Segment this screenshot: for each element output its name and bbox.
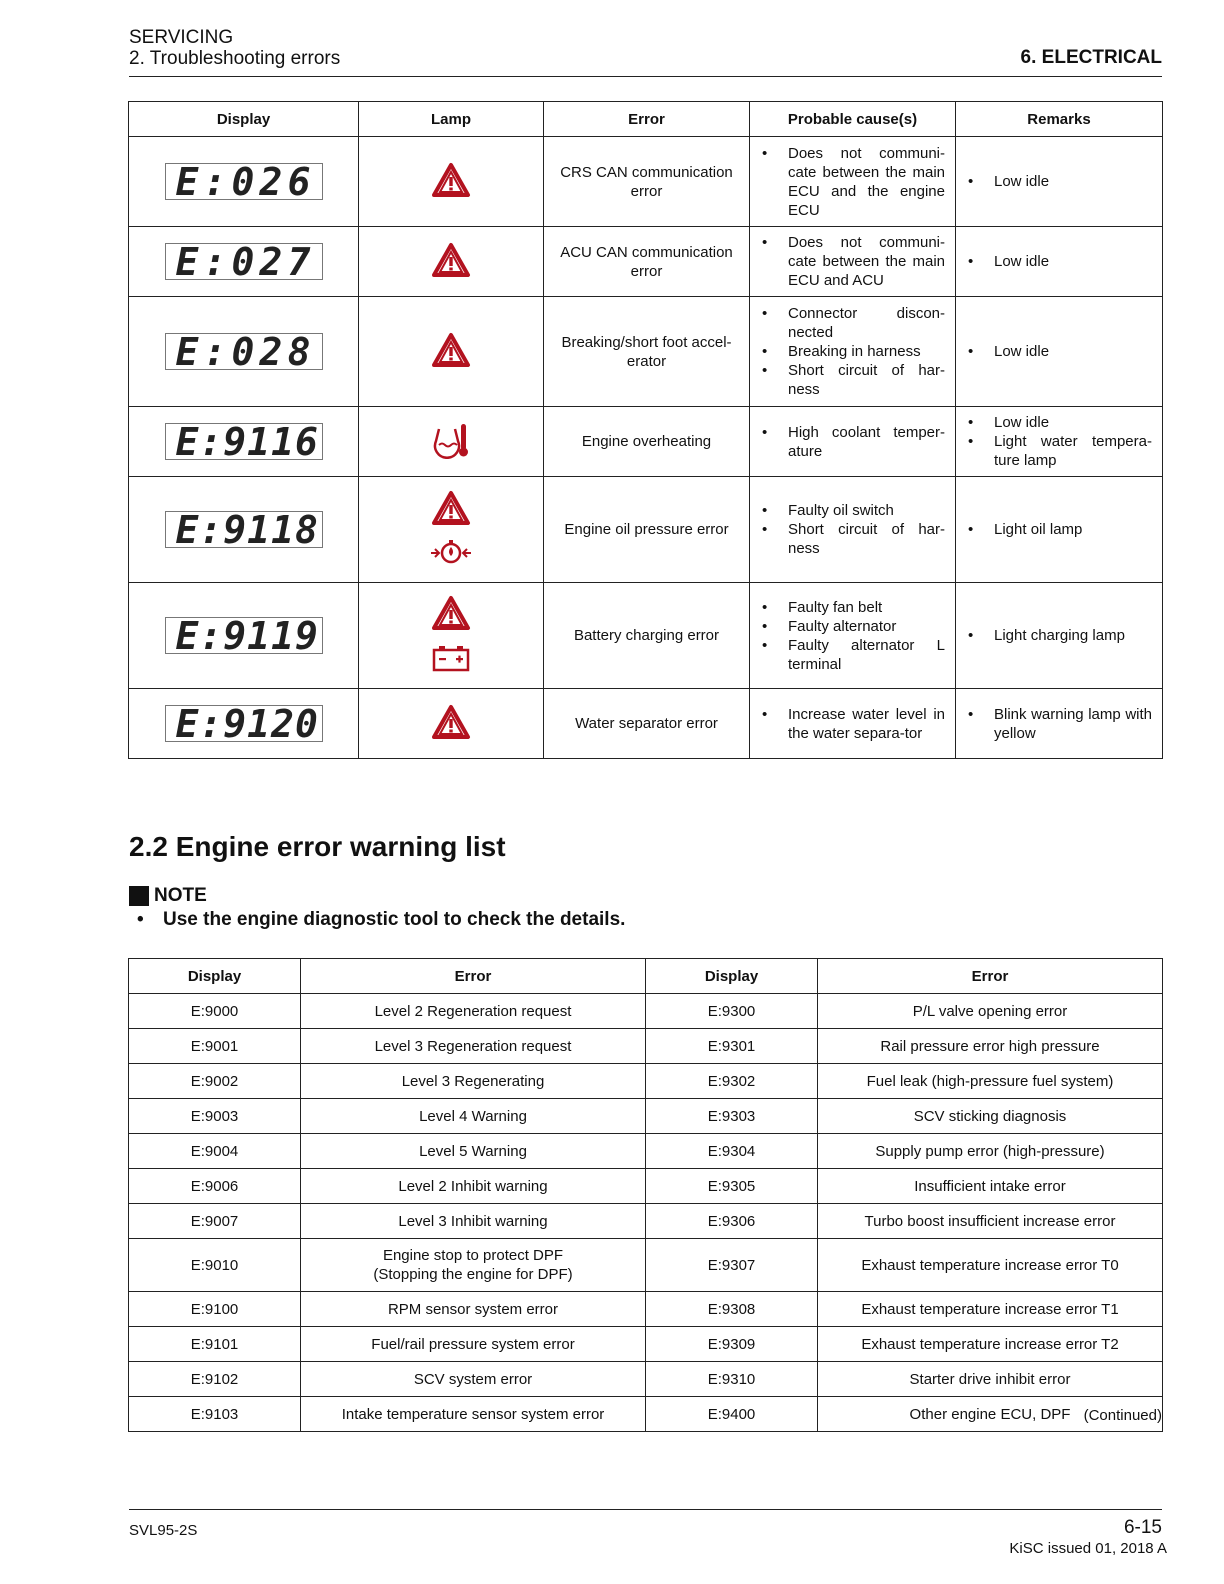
- display-code-cell: E:9302: [646, 1064, 818, 1099]
- lcd-character: 1: [247, 419, 272, 464]
- lcd-character: 1: [247, 701, 272, 746]
- note-item: [137, 909, 625, 931]
- display-code-cell: E:9307: [646, 1239, 818, 1292]
- lcd-character: 8: [287, 329, 312, 374]
- column-header-probable-causes: Probable cause(s): [750, 102, 956, 137]
- lcd-character: E: [175, 239, 200, 284]
- display-code-cell: E:9001: [129, 1029, 301, 1064]
- causes-cell: [750, 407, 956, 477]
- remark-item: • Low idle: [966, 252, 1152, 271]
- table-row: [129, 1204, 1163, 1239]
- lamp-cell: [359, 689, 544, 759]
- cause-item: • Faulty fan belt: [760, 598, 945, 617]
- lcd-character: 1: [271, 419, 295, 464]
- bullet-icon: •: [137, 909, 144, 930]
- note-label: [129, 885, 207, 907]
- lcd-error-display: [165, 701, 323, 746]
- remark-item: • Low idle: [966, 172, 1152, 191]
- table-row: [129, 994, 1163, 1029]
- header-subsection-title: 2. Troubleshooting errors: [129, 48, 341, 69]
- remarks-cell: [956, 227, 1163, 297]
- lcd-character: 1: [247, 613, 272, 658]
- lcd-character: 6: [287, 159, 312, 204]
- lcd-character: 2: [259, 329, 284, 374]
- header-section-title: SERVICING: [129, 27, 234, 48]
- error-description-cell: Exhaust temperature increase error T1: [818, 1292, 1163, 1327]
- cause-item: • Faulty oil switch: [760, 501, 945, 520]
- error-description-cell: Fuel/rail pressure system error: [301, 1327, 646, 1362]
- oil-pressure-lamp-icon: [429, 538, 473, 570]
- lcd-character: 2: [271, 701, 295, 746]
- error-cell: CRS CAN communication error: [544, 137, 750, 227]
- cause-item: • Faulty alternator L terminal: [760, 636, 945, 674]
- note-label-text: NOTE: [154, 885, 207, 906]
- remark-item: • Light charging lamp: [966, 626, 1152, 645]
- lcd-character: 2: [259, 239, 284, 284]
- warning-lamp-icon: [431, 162, 471, 202]
- cause-item: • Short circuit of har-ness: [760, 361, 945, 399]
- lamp-cell: [359, 297, 544, 407]
- display-code-cell: E:9309: [646, 1327, 818, 1362]
- display-code-cell: E:9303: [646, 1099, 818, 1134]
- header-chapter-title: 6. ELECTRICAL: [1020, 47, 1162, 68]
- troubleshooting-row: [129, 137, 1163, 227]
- table-row: [129, 1099, 1163, 1134]
- display-code-cell: E:9007: [129, 1204, 301, 1239]
- remarks-cell: [956, 137, 1163, 227]
- display-code-cell: E:9100: [129, 1292, 301, 1327]
- table-row: [129, 1064, 1163, 1099]
- troubleshooting-row: [129, 689, 1163, 759]
- footer-issue: KiSC issued 01, 2018 A: [1009, 1540, 1167, 1557]
- table-row: [129, 1327, 1163, 1362]
- column-header-remarks: Remarks: [956, 102, 1163, 137]
- water-temperature-lamp-icon: [431, 421, 471, 463]
- warning-lamp-icon: [431, 704, 471, 744]
- troubleshooting-header-row: [129, 102, 1163, 137]
- lcd-character: 9: [223, 507, 248, 552]
- error-description-cell: Supply pump error (high-pressure): [818, 1134, 1163, 1169]
- column-header-error: Error: [301, 959, 646, 994]
- error-description-cell: Exhaust temperature increase error T0: [818, 1239, 1163, 1292]
- lcd-character: 8: [294, 507, 319, 552]
- lcd-character: :: [203, 159, 228, 204]
- lcd-character: 1: [271, 613, 295, 658]
- warning-lamp-icon: [431, 490, 471, 530]
- lcd-character: 6: [294, 419, 319, 464]
- error-description-cell: Engine stop to protect DPF (Stopping the engine for DPF): [301, 1239, 646, 1292]
- lcd-character: :: [203, 239, 228, 284]
- lcd-character: 0: [231, 329, 256, 374]
- lamp-cell: [359, 407, 544, 477]
- display-code-cell: E:9300: [646, 994, 818, 1029]
- continued-label: (Continued): [1083, 1407, 1162, 1424]
- column-header-display: Display: [129, 102, 359, 137]
- lcd-character: :: [199, 613, 224, 658]
- lcd-character: 0: [231, 239, 256, 284]
- display-code-cell: E:9101: [129, 1327, 301, 1362]
- error-description-cell: Starter drive inhibit error: [818, 1362, 1163, 1397]
- error-description-cell: Exhaust temperature increase error T2: [818, 1327, 1163, 1362]
- remark-item: • Low idle: [966, 342, 1152, 361]
- lamp-cell: [359, 583, 544, 689]
- display-code-cell: E:9308: [646, 1292, 818, 1327]
- lcd-character: 7: [287, 239, 312, 284]
- error-cell: Water separator error: [544, 689, 750, 759]
- lcd-character: :: [203, 329, 228, 374]
- column-header-error: Error: [818, 959, 1163, 994]
- remark-item: • Light water tempera-ture lamp: [966, 432, 1152, 470]
- lcd-character: 9: [223, 613, 248, 658]
- warning-lamp-icon: [431, 242, 471, 282]
- error-description-cell: Insufficient intake error: [818, 1169, 1163, 1204]
- display-cell: [129, 689, 359, 759]
- lcd-character: E: [175, 419, 200, 464]
- column-header-display: Display: [129, 959, 301, 994]
- troubleshooting-row: [129, 583, 1163, 689]
- display-cell: [129, 297, 359, 407]
- error-cell: Battery charging error: [544, 583, 750, 689]
- error-description-cell: RPM sensor system error: [301, 1292, 646, 1327]
- lcd-character: 9: [223, 419, 248, 464]
- troubleshooting-row: [129, 227, 1163, 297]
- error-description-cell: Level 2 Regeneration request: [301, 994, 646, 1029]
- causes-cell: [750, 689, 956, 759]
- error-description-cell: SCV system error: [301, 1362, 646, 1397]
- display-code-cell: E:9004: [129, 1134, 301, 1169]
- display-code-cell: E:9301: [646, 1029, 818, 1064]
- display-code-cell: E:9304: [646, 1134, 818, 1169]
- remark-item: • Light oil lamp: [966, 520, 1152, 539]
- error-cell: Engine overheating: [544, 407, 750, 477]
- table-row: [129, 1169, 1163, 1204]
- lcd-character: 9: [294, 613, 319, 658]
- column-header-lamp: Lamp: [359, 102, 544, 137]
- lcd-character: E: [175, 507, 200, 552]
- error-cell: Engine oil pressure error: [544, 477, 750, 583]
- display-code-cell: E:9102: [129, 1362, 301, 1397]
- display-code-cell: E:9310: [646, 1362, 818, 1397]
- lcd-character: :: [199, 507, 224, 552]
- note-item-text: Use the engine diagnostic tool to check the details.: [163, 909, 626, 930]
- display-code-cell: E:9103: [129, 1397, 301, 1432]
- lcd-error-display: [165, 507, 323, 552]
- lcd-character: E: [175, 701, 200, 746]
- lcd-character: 1: [271, 507, 295, 552]
- troubleshooting-row: [129, 407, 1163, 477]
- causes-cell: [750, 477, 956, 583]
- cause-item: • Does not communi-cate between the main ECU and ACU: [760, 233, 945, 290]
- error-description-cell: Level 3 Regenerating: [301, 1064, 646, 1099]
- display-code-cell: E:9010: [129, 1239, 301, 1292]
- error-description-cell: Rail pressure error high pressure: [818, 1029, 1163, 1064]
- display-cell: [129, 477, 359, 583]
- note-square-icon: [129, 886, 149, 906]
- cause-item: • Breaking in harness: [760, 342, 945, 361]
- footer-model: SVL95-2S: [129, 1522, 198, 1539]
- display-code-cell: E:9000: [129, 994, 301, 1029]
- table-row: [129, 1397, 1163, 1432]
- remarks-cell: [956, 407, 1163, 477]
- warning-lamp-icon: [431, 332, 471, 372]
- page-header-section: [129, 27, 340, 69]
- display-cell: [129, 407, 359, 477]
- troubleshooting-row: [129, 297, 1163, 407]
- warning-lamp-icon: [431, 595, 471, 635]
- display-cell: [129, 137, 359, 227]
- column-header-display: Display: [646, 959, 818, 994]
- footer-page-number: 6-15: [1123, 1517, 1162, 1538]
- lamp-cell: [359, 477, 544, 583]
- troubleshooting-row: [129, 477, 1163, 583]
- causes-cell: [750, 137, 956, 227]
- error-description-cell: Level 3 Regeneration request: [301, 1029, 646, 1064]
- remark-item: • Low idle: [966, 413, 1152, 432]
- error-description-cell: Turbo boost insufficient increase error: [818, 1204, 1163, 1239]
- error-cell: ACU CAN communication error: [544, 227, 750, 297]
- error-description-cell: Level 3 Inhibit warning: [301, 1204, 646, 1239]
- remarks-cell: [956, 583, 1163, 689]
- engine-error-table: [128, 958, 1163, 1432]
- footer-divider: [129, 1509, 1162, 1510]
- battery-charge-lamp-icon: [431, 643, 471, 677]
- lcd-error-display: [165, 419, 323, 464]
- cause-item: • Increase water level in the water separa-tor: [760, 705, 945, 743]
- header-divider: [129, 76, 1162, 77]
- cause-item: • Short circuit of har-ness: [760, 520, 945, 558]
- error-cell: Breaking/short foot accel-erator: [544, 297, 750, 407]
- lcd-character: 9: [223, 701, 248, 746]
- causes-cell: [750, 583, 956, 689]
- table-row: [129, 1292, 1163, 1327]
- error-description-cell: Intake temperature sensor system error: [301, 1397, 646, 1432]
- error-description-cell: Other engine ECU, DPF: [818, 1397, 1163, 1432]
- display-code-cell: E:9002: [129, 1064, 301, 1099]
- lcd-error-display: [165, 239, 323, 284]
- table-row: [129, 1239, 1163, 1292]
- error-description-cell: Level 5 Warning: [301, 1134, 646, 1169]
- lamp-cell: [359, 137, 544, 227]
- remarks-cell: [956, 477, 1163, 583]
- lcd-error-display: [165, 159, 323, 204]
- causes-cell: [750, 297, 956, 407]
- display-code-cell: E:9400: [646, 1397, 818, 1432]
- display-code-cell: E:9006: [129, 1169, 301, 1204]
- troubleshooting-table: [128, 101, 1163, 759]
- table-row: [129, 1134, 1163, 1169]
- cause-item: • Connector discon-nected: [760, 304, 945, 342]
- remark-item: • Blink warning lamp with yellow: [966, 705, 1152, 743]
- error-description-cell: Level 2 Inhibit warning: [301, 1169, 646, 1204]
- lcd-character: 0: [231, 159, 256, 204]
- error-description-cell: Fuel leak (high-pressure fuel system): [818, 1064, 1163, 1099]
- error-description-cell: P/L valve opening error: [818, 994, 1163, 1029]
- lcd-character: 0: [294, 701, 319, 746]
- lcd-character: 1: [247, 507, 272, 552]
- table-row: [129, 1362, 1163, 1397]
- lcd-character: :: [199, 419, 224, 464]
- table-row: [129, 1029, 1163, 1064]
- lcd-error-display: [165, 613, 323, 658]
- display-code-cell: E:9003: [129, 1099, 301, 1134]
- section-heading: 2.2 Engine error warning list: [129, 831, 506, 862]
- lcd-character: E: [175, 159, 200, 204]
- lcd-character: E: [175, 613, 200, 658]
- lcd-error-display: [165, 329, 323, 374]
- column-header-error: Error: [544, 102, 750, 137]
- cause-item: • Does not communi-cate between the main ECU and the engine ECU: [760, 144, 945, 220]
- lcd-character: :: [199, 701, 224, 746]
- lcd-character: E: [175, 329, 200, 374]
- causes-cell: [750, 227, 956, 297]
- cause-item: • High coolant temper-ature: [760, 423, 945, 461]
- cause-item: • Faulty alternator: [760, 617, 945, 636]
- display-cell: [129, 227, 359, 297]
- error-description-cell: SCV sticking diagnosis: [818, 1099, 1163, 1134]
- engine-error-header-row: [129, 959, 1163, 994]
- display-code-cell: E:9306: [646, 1204, 818, 1239]
- remarks-cell: [956, 689, 1163, 759]
- lamp-cell: [359, 227, 544, 297]
- remarks-cell: [956, 297, 1163, 407]
- error-description-cell: Level 4 Warning: [301, 1099, 646, 1134]
- lcd-character: 2: [259, 159, 284, 204]
- display-code-cell: E:9305: [646, 1169, 818, 1204]
- display-cell: [129, 583, 359, 689]
